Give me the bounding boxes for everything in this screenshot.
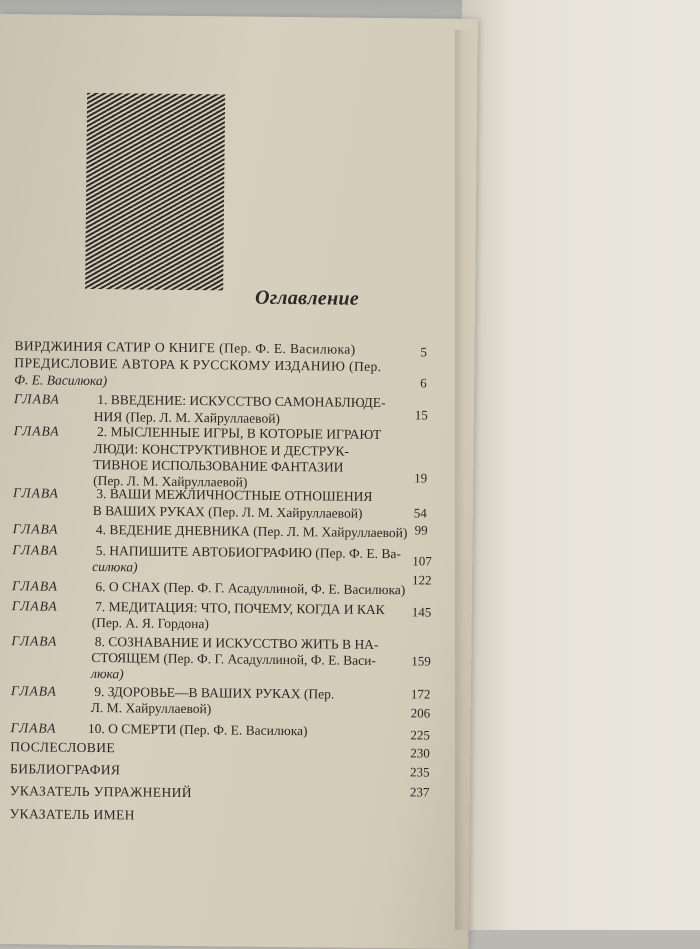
chapter-number: 6. [95, 579, 106, 595]
left-page [0, 14, 478, 949]
toc-entry [12, 577, 406, 598]
chapter-number: 4. [95, 522, 107, 538]
chapter-label: ГЛАВА [12, 521, 59, 537]
chapter-label: ГЛАВА [11, 578, 58, 594]
chapter-label: ГЛАВА [13, 391, 60, 407]
book-gutter-shadow [455, 30, 473, 930]
toc-entry [14, 422, 382, 443]
toc-entry-title: ВЕДЕНИЕ ДНЕВНИКА (Пер. Л. М. Хайруллаевой) [109, 522, 408, 541]
chapter-number: 8. [94, 634, 106, 650]
toc-entry-title: ВВЕДЕНИЕ: ИСКУССТВО САМОНАБЛЮДЕ- [110, 392, 386, 411]
toc-entry-title: ВИРДЖИНИЯ САТИР О КНИГЕ (Пер. Ф. Е. Василюка) [14, 338, 356, 357]
page-number: 6 [420, 375, 427, 391]
chapter-label: ГЛАВА [13, 423, 60, 439]
toc-entry-title: О СМЕРТИ (Пер. Ф. Е. Василюка) [108, 721, 308, 739]
toc-entry-title: МЕДИТАЦИЯ: ЧТО, ПОЧЕМУ, КОГДА И КАК [108, 599, 385, 618]
page-number: 206 [410, 705, 431, 721]
toc-entry-continuation: НИЯ (Пер. Л. М. Хайруллаевой) [93, 409, 281, 426]
toc-entry-title: НАПИШИТЕ АВТОБИОГРАФИЮ (Пер. Ф. Е. Ва- [109, 543, 401, 562]
chapter-number: 5. [95, 543, 106, 559]
toc-entry-continuation: (Пер. А. Я. Гордона) [91, 614, 209, 632]
toc-entry: УКАЗАТЕЛЬ ИМЕН [9, 806, 135, 823]
toc-entry-title: ВАШИ МЕЖЛИЧНОСТНЫЕ ОТНОШЕНИЯ [109, 486, 373, 504]
page-number: 172 [410, 686, 431, 702]
toc-entry-title: МЫСЛЕННЫЕ ИГРЫ, В КОТОРЫЕ ИГРАЮТ [110, 424, 382, 443]
page-number: 19 [414, 470, 428, 486]
toc-entry [13, 520, 408, 541]
toc-entry: БИБЛИОГРАФИЯ [10, 761, 121, 778]
toc-entry: УКАЗАТЕЛЬ УПРАЖНЕНИЙ [9, 783, 193, 801]
toc-entry-continuation: силюка) [92, 558, 138, 575]
chapter-label: ГЛАВА [11, 598, 58, 614]
chapter-label: ГЛАВА [10, 720, 57, 736]
chapter-label: ГЛАВА [11, 633, 58, 649]
page-number: 225 [410, 727, 431, 743]
page-number: 230 [410, 745, 430, 761]
toc-entry-title: СОЗНАВАНИЕ И ИСКУССТВО ЖИТЬ В НА- [108, 634, 379, 652]
toc-entry-continuation: ТИВНОЕ ИСПОЛЬЗОВАНИЕ ФАНТАЗИИ [93, 457, 344, 475]
decorative-engraving-image [85, 93, 225, 290]
page-number: 107 [412, 553, 432, 569]
chapter-number: 1. [97, 392, 108, 408]
toc-entry-continuation: люка) [91, 665, 124, 682]
page-number: 5 [420, 344, 428, 360]
toc-entry-continuation: Л. М. Хайруллаевой) [90, 699, 212, 717]
toc-entry-continuation: В ВАШИХ РУКАХ (Пер. Л. М. Хайруллаевой) [92, 502, 363, 521]
toc-entry-continuation: ЛЮДИ: КОНСТРУКТИВНОЕ И ДЕСТРУК- [93, 441, 349, 459]
page-number: 99 [414, 522, 428, 538]
page-number: 145 [411, 604, 432, 620]
toc-entry [14, 390, 386, 411]
toc-entry-title: ПРЕДИСЛОВИЕ АВТОРА К РУССКОМУ ИЗДАНИЮ (Пер. [14, 355, 382, 375]
page-number: 235 [410, 764, 430, 780]
toc-entry-continuation: СТОЯЩЕМ (Пер. Ф. Г. Асадуллиной, Ф. Е. Васи- [91, 649, 376, 668]
toc-entry-title: ЗДОРОВЬЕ—В ВАШИХ РУКАХ (Пер. [107, 684, 335, 702]
chapter-label: ГЛАВА [12, 485, 59, 501]
page-number: 15 [414, 407, 428, 423]
page-number: 159 [411, 653, 431, 669]
page-number: 237 [409, 784, 430, 800]
toc-heading: Оглавление [254, 286, 360, 310]
toc-entry [10, 719, 307, 739]
toc-entry: ПОСЛЕСЛОВИЕ [10, 739, 116, 756]
page-number: 54 [413, 505, 427, 521]
chapter-number: 3. [96, 486, 107, 502]
chapter-number: 2. [96, 424, 108, 440]
toc-entry-continuation: (Пер. Л. М. Хайруллаевой) [93, 473, 248, 490]
chapter-number: 10. [87, 720, 105, 737]
toc-entry [12, 541, 401, 562]
page-number: 122 [412, 572, 432, 588]
chapter-label: ГЛАВА [10, 683, 57, 699]
right-page [462, 0, 700, 930]
toc-entry-title: О СНАХ (Пер. Ф. Г. Асадуллиной, Ф. Е. Василюка) [108, 579, 406, 598]
chapter-number: 9. [94, 684, 105, 700]
toc-entry-continuation: Ф. Е. Василюка) [14, 372, 108, 389]
chapter-label: ГЛАВА [12, 542, 59, 558]
chapter-number: 7. [95, 599, 106, 615]
toc-entry [13, 484, 373, 505]
